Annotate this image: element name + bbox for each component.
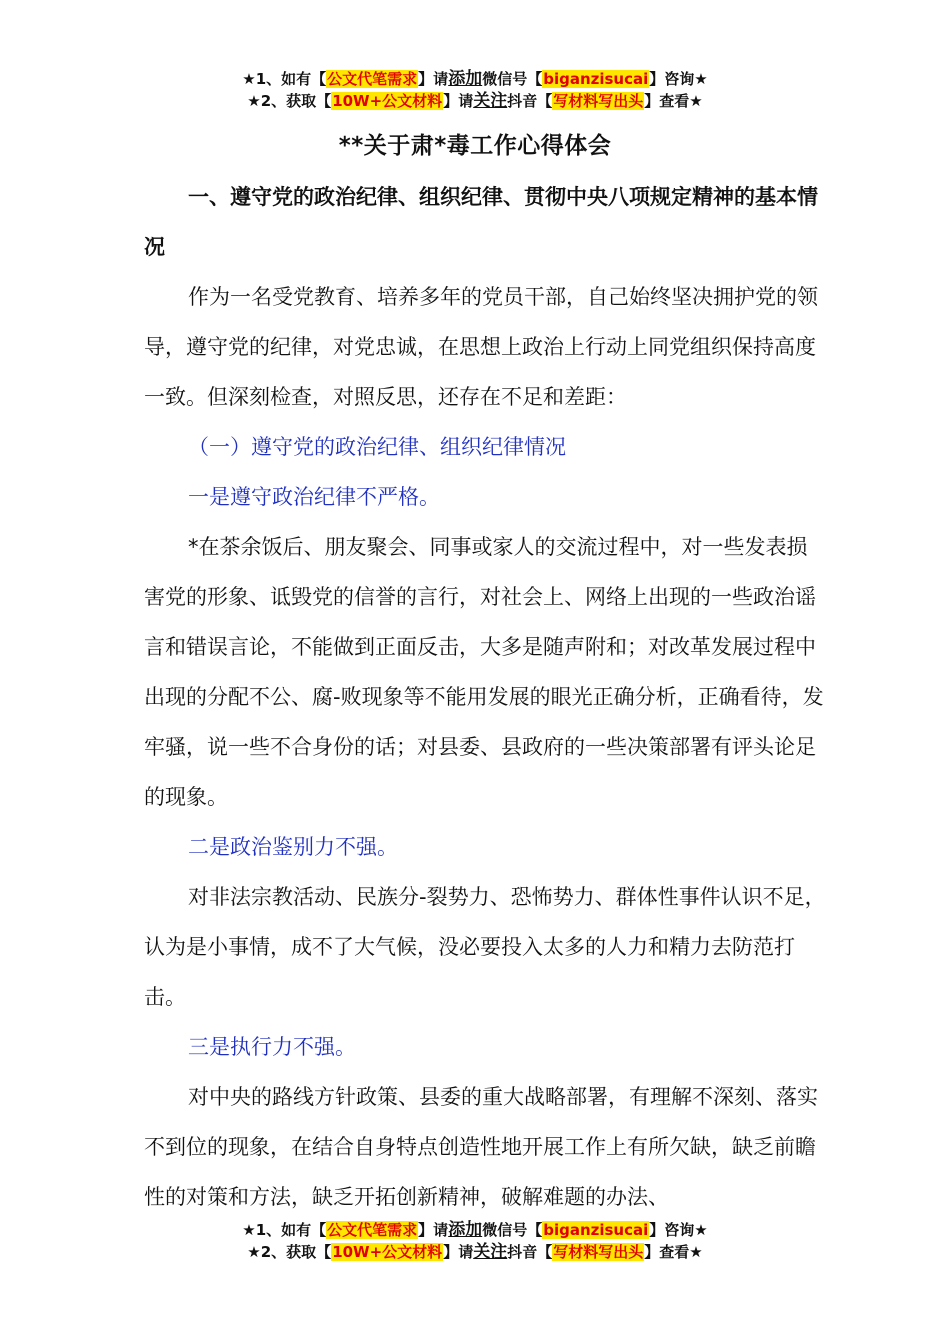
point-title: 二是政治鉴别力不强。 bbox=[188, 835, 398, 859]
promo-text: ★1、如有【 bbox=[242, 1221, 327, 1239]
point-title: 三是执行力不强。 bbox=[188, 1035, 356, 1059]
promo-text: 】查看★ bbox=[644, 92, 703, 110]
promo-highlight: 公文代笔需求 bbox=[327, 70, 418, 88]
promo-text: ★2、获取【 bbox=[247, 92, 332, 110]
subsection-heading: （一）遵守党的政治纪律、组织纪律情况 bbox=[188, 435, 566, 459]
promo-banner-bottom bbox=[0, 1219, 950, 1263]
promo-emphasis: 关注 bbox=[473, 91, 508, 111]
promo-text: 】咨询★ bbox=[649, 70, 708, 88]
promo-text: ★2、获取【 bbox=[247, 1243, 332, 1261]
document-title: **关于肃*毒工作心得体会 bbox=[338, 133, 612, 159]
promo-text: 抖音【 bbox=[507, 92, 553, 110]
promo-text: 微信号【 bbox=[482, 1221, 543, 1239]
document-body bbox=[144, 172, 826, 1222]
promo-highlight: 公文代笔需求 bbox=[327, 1221, 418, 1239]
promo-highlight: biganzisucai bbox=[543, 70, 649, 88]
promo-highlight: 10W+公文材料 bbox=[332, 92, 443, 110]
promo-highlight: biganzisucai bbox=[543, 1221, 649, 1239]
promo-text: 】查看★ bbox=[644, 1243, 703, 1261]
promo-line-1 bbox=[0, 1219, 950, 1241]
promo-text: 】请 bbox=[443, 92, 474, 110]
point-title: 一是遵守政治纪律不严格。 bbox=[188, 485, 440, 509]
promo-line-2 bbox=[0, 1241, 950, 1263]
promo-line-2 bbox=[0, 90, 950, 112]
promo-banner-top bbox=[0, 68, 950, 112]
promo-emphasis: 添加 bbox=[448, 1220, 483, 1240]
promo-text: ★1、如有【 bbox=[242, 70, 327, 88]
promo-text: 】请 bbox=[443, 1243, 474, 1261]
promo-text: 抖音【 bbox=[507, 1243, 553, 1261]
promo-emphasis: 关注 bbox=[473, 1242, 508, 1262]
promo-text: 】请 bbox=[418, 1221, 449, 1239]
paragraph: 对非法宗教活动、民族分-裂势力、恐怖势力、群体性事件认识不足，认为是小事情，成不了大气候，没必要投入太多的人力和精力去防范打击。 bbox=[144, 885, 826, 1009]
paragraph: *在茶余饭后、朋友聚会、同事或家人的交流过程中，对一些发表损害党的形象、诋毁党的信誉的言行，对社会上、网络上出现的一些政治谣言和错误言论，不能做到正面反击，大多是随声附和；对改革发展过程中出现的分配不公、腐-败现象等不能用发展的眼光正确分析，正确看待，发牢骚，说一些不合身份的话；对县委、县政府的一些决策部署有评头论足的现象。 bbox=[144, 535, 824, 809]
promo-highlight: 写材料写出头 bbox=[553, 92, 644, 110]
promo-highlight: 写材料写出头 bbox=[553, 1243, 644, 1261]
promo-text: 微信号【 bbox=[482, 70, 543, 88]
paragraph-intro: 作为一名受党教育、培养多年的党员干部，自己始终坚决拥护党的领导，遵守党的纪律，对党忠诚，在思想上政治上行动上同党组织保持高度一致。但深刻检查，对照反思，还存在不足和差距： bbox=[144, 285, 818, 409]
paragraph: 对中央的路线方针政策、县委的重大战略部署，有理解不深刻、落实不到位的现象，在结合自身特点创造性地开展工作上有所欠缺，缺乏前瞻性的对策和方法，缺乏开拓创新精神，破解难题的办法、 bbox=[144, 1085, 818, 1209]
section-heading: 一、遵守党的政治纪律、组织纪律、贯彻中央八项规定精神的基本情况 bbox=[144, 185, 818, 259]
promo-highlight: 10W+公文材料 bbox=[332, 1243, 443, 1261]
promo-text: 】请 bbox=[418, 70, 449, 88]
promo-text: 】咨询★ bbox=[649, 1221, 708, 1239]
promo-line-1 bbox=[0, 68, 950, 90]
promo-emphasis: 添加 bbox=[448, 69, 483, 89]
